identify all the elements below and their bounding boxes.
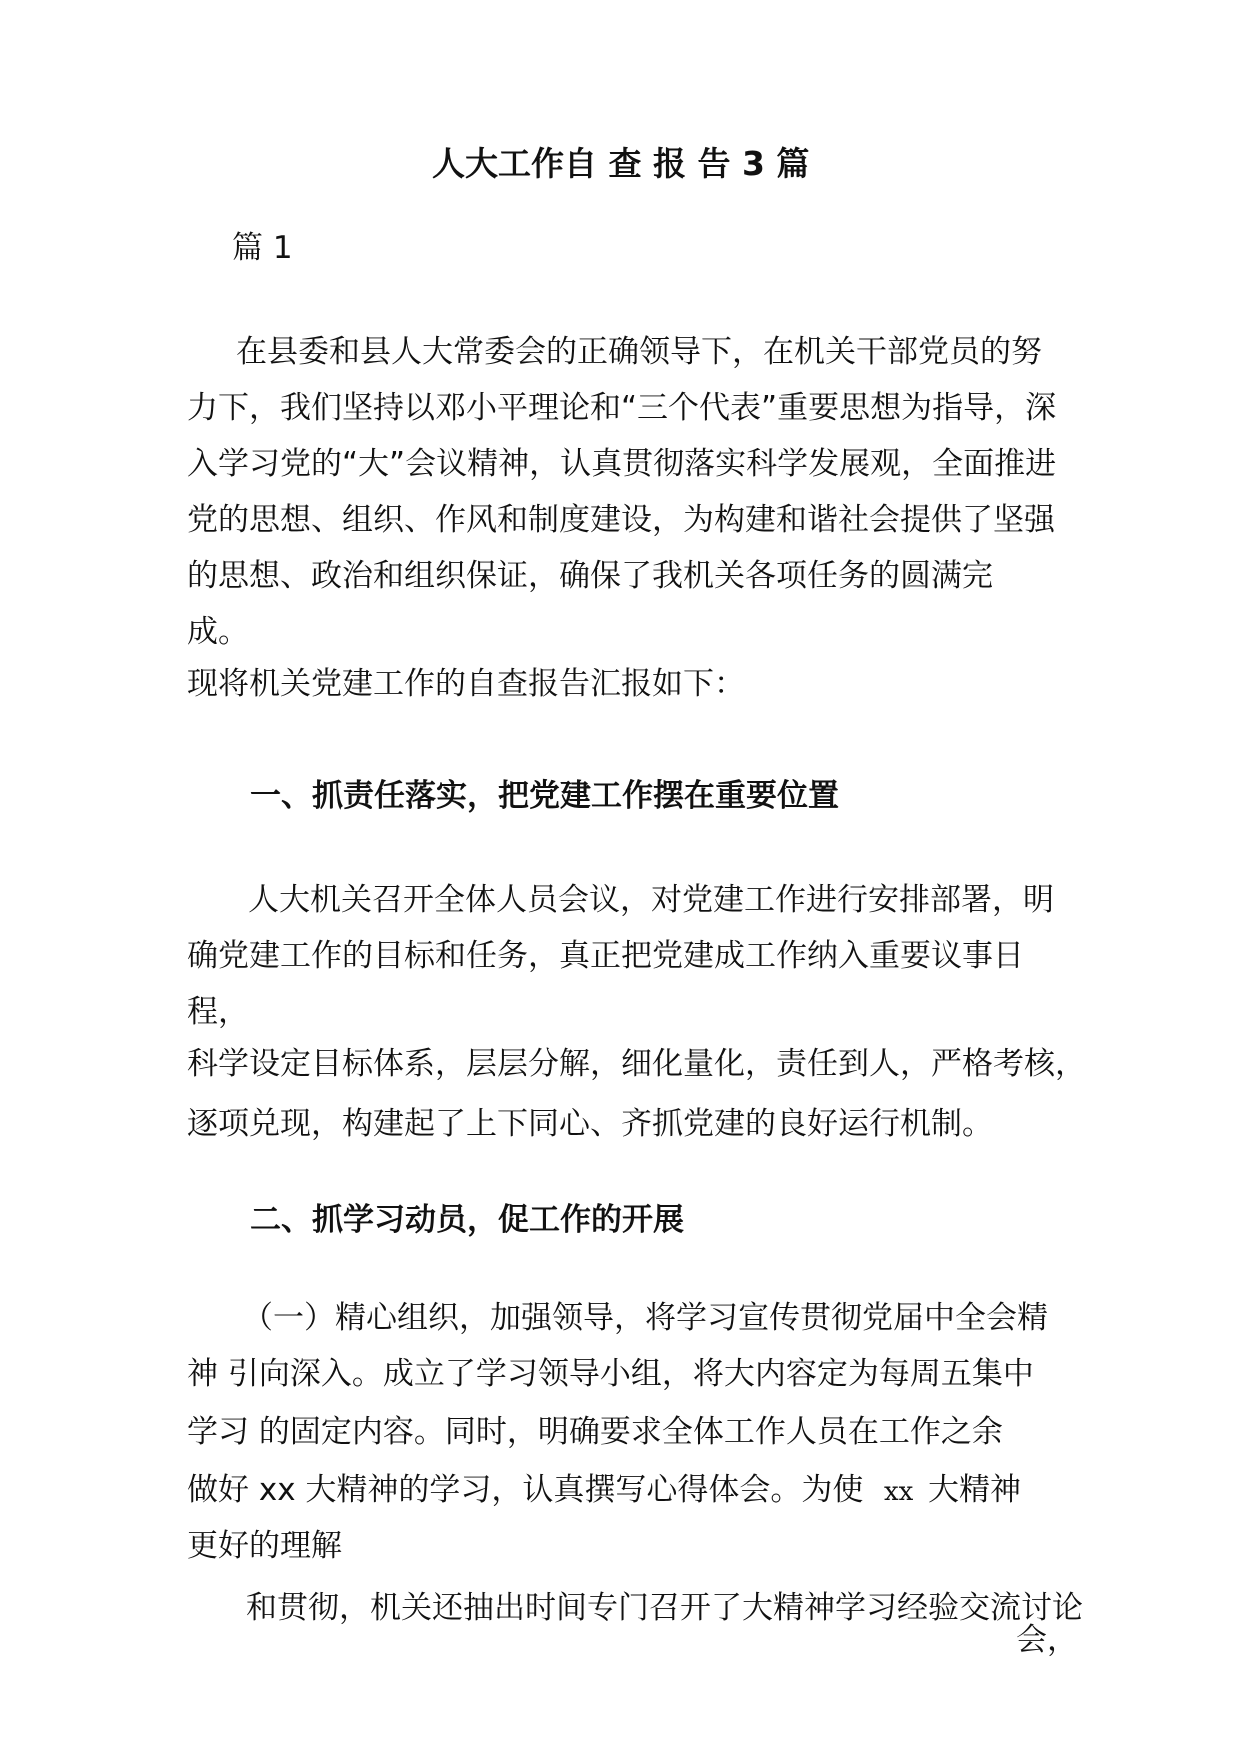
section-label: 篇 1 (232, 230, 293, 266)
text-line: 现将机关党建工作的自查报告汇报如下： (187, 666, 745, 702)
section-heading-1: 一、抓责任落实，把党建工作摆在重要位置 (250, 778, 839, 814)
text-line: 在县委和县人大常委会的正确领导下，在机关干部党员的努 (236, 334, 1042, 370)
text-line: 的思想、政治和组织保证，确保了我机关各项任务的圆满完 (187, 558, 993, 594)
text-fragment: 大精神 (928, 1472, 1021, 1508)
text-line: 人大机关召开全体人员会议，对党建工作进行安排部署，明 (248, 882, 1054, 918)
section-heading-2: 二、抓学习动员，促工作的开展 (250, 1202, 684, 1238)
text-line: 入学习党的“大”会议精神，认真贯彻落实科学发展观，全面推进 (187, 446, 1057, 482)
text-line: 确党建工作的目标和任务，真正把党建成工作纳入重要议事日 (187, 938, 1024, 974)
text-line: 程， (187, 994, 249, 1030)
text-line: 做好 xx 大精神的学习，认真撰写心得体会。为使 (187, 1472, 864, 1508)
text-line: 科学设定目标体系，层层分解，细化量化，责任到人，严格考核， (187, 1046, 1086, 1082)
text-line: 成。 (187, 614, 249, 650)
text-line: （一）精心组织，加强领导，将学习宣传贯彻党届中全会精 (242, 1300, 1048, 1336)
text-line: 逐项兑现，构建起了上下同心、齐抓党建的良好运行机制。 (187, 1106, 993, 1142)
text-line: 党的思想、组织、作风和制度建设，为构建和谐社会提供了坚强 (187, 502, 1055, 538)
text-line: 和贯彻，机关还抽出时间专门召开了大精神学习经验交流讨论 (246, 1590, 1083, 1626)
text-line: 更好的理解 (187, 1528, 342, 1564)
document-title: 人大工作自 查 报 告 3 篇 (432, 144, 810, 183)
text-line: 会， (1016, 1622, 1078, 1658)
text-fragment-xx: xx (884, 1477, 914, 1507)
text-line: 力下，我们坚持以邓小平理论和“三个代表”重要思想为指导，深 (187, 390, 1057, 426)
text-line: 学习 的固定内容。同时，明确要求全体工作人员在工作之余 (187, 1414, 1003, 1450)
text-line: 神 引向深入。成立了学习领导小组，将大内容定为每周五集中 (187, 1356, 1034, 1392)
